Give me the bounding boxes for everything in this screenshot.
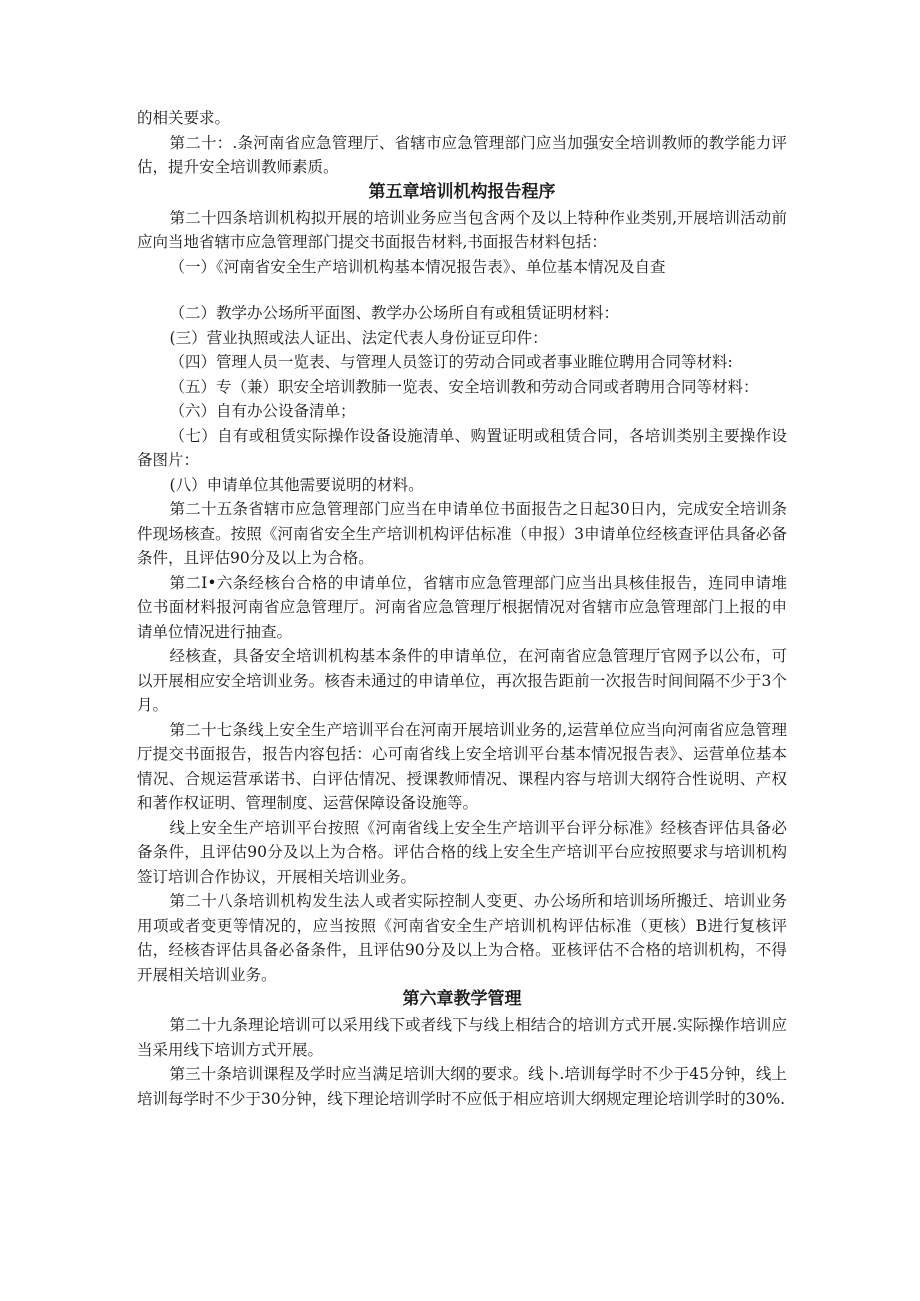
list-item-6: （六）自有办公设备清单；: [169, 402, 356, 420]
article-27: 第二十七条线上安全生产培训平台在河南开展培训业务的,运营单位应当向河南省应急管理厅提交书面报告，报告内容包括：心可南省线上安全培训平台基本情况报告表》、运营单位基本情况、合规运营承诺书、白评估情况、授课教师情况、课程内容与培训大纲符合性说明、产权和著作权证明、管理制度、运营保障设备设施等。: [137, 720, 787, 812]
article-25: 第二十五条省辖市应急管理部门应当在申请单位书面报告之日起30日内，完成安全培训条件现场核查。按照《河南省安全生产培训机构评估标准（申报）3申请单位经核查评估具备必备条件，且评估90分及以上为合格。: [137, 500, 787, 567]
article-28: 第二十八条培训机构发生法人或者实际控制人变更、办公场所和培训场所搬迁、培训业务用项或者变更等情况的，应当按照《河南省安全生产培训机构评估标准（更核）B进行复核评估，经核杳评估具备必备条件，且评估90分及以上为合格。亚核评估不合格的培训机构，不得开展相关培训业务。: [137, 892, 787, 984]
list-item-7: （七）自有或租赁实际操作设备设施清单、购置证明或租赁合同，各培训类别主要操作设备图片：: [137, 426, 787, 469]
document-body: [137, 106, 787, 1111]
article-30: 第三十条培训课程及学时应当满足培训大纲的要求。线卜.培训每学时不少于45分钟，线上培训每学时不少于30分钟，线下理论培训学时不应低于相应培训大纲规定理论培训学时的30%.: [137, 1065, 787, 1108]
list-item-4: （四）管理人员一览表、与管理人员签订的劳动合同或者事业睢位聘用合同等材料:: [169, 353, 733, 371]
article-27-continued: 线上安全生产培训平台按照《河南省线上安全生产培训平台评分标准》经核杳评估具备必备条件，且评估90分及以上为合格。评估合格的线上安全生产培训平台应按照要求与培训机构签订培训合作协议，开展相关培训业务。: [137, 818, 787, 886]
list-item-5: （五）专（兼）职安全培训教肺一览表、安全培训教和劳动合同或者聘用合同等材料：: [169, 377, 759, 396]
list-item-8: (八）申请单位其他需要说明的材料。: [169, 475, 424, 494]
chapter-5-title: 第五章培训机构报告程序: [368, 181, 556, 202]
list-item-3: (三）营业执照或法人证出、法定代表人身份证豆印件：: [169, 328, 548, 347]
article-26-continued: 经核查，具备安全培训机构基本条件的申请单位，在河南省应急管理厅官网予以公布，可以开展相应安全培训业务。核杳未通过的申请单位，再次报告距前一次报告时间间隔不少于3个月。: [137, 647, 787, 714]
list-item-1: （一）《河南省安全生产培训机构基本情况报告表》、单位基本情况及自查: [169, 257, 666, 276]
article-24: 第二十四条培训机构拟开展的培训业务应当包含两个及以上特种作业类别,开展培训活动前应向当地省辖市应急管理部门提交书面报告材料,书面报告材料包括：: [137, 208, 787, 251]
article-23: 第二十：.条河南省应急管理厅、省辖市应急管理部门应当加强安全培训教师的教学能力评估，提升安全培训教师素质。: [137, 133, 787, 176]
paragraph-continuation: 的相关要求。: [137, 109, 231, 127]
article-29: 第二十九条理论培训可以采用线下或者线下与线上相结合的培训方式开展.实际操作培训应当采用线下培训方式开展。: [137, 1016, 787, 1059]
chapter-6-title: 第六章教学管理: [402, 989, 522, 1009]
list-item-2: （二）教学办公场所平面图、教学办公场所自有或租赁证明材料：: [169, 304, 620, 322]
article-26: 第二I•六条经核台合格的申请单位，省辖市应急管理部门应当出具核佳报告，连同申请堆位书面材料报河南省应急管理厅。河南省应急管理厅根据情况对省辖市应急管理部门上报的申请单位情况进行抽查。: [137, 573, 787, 641]
